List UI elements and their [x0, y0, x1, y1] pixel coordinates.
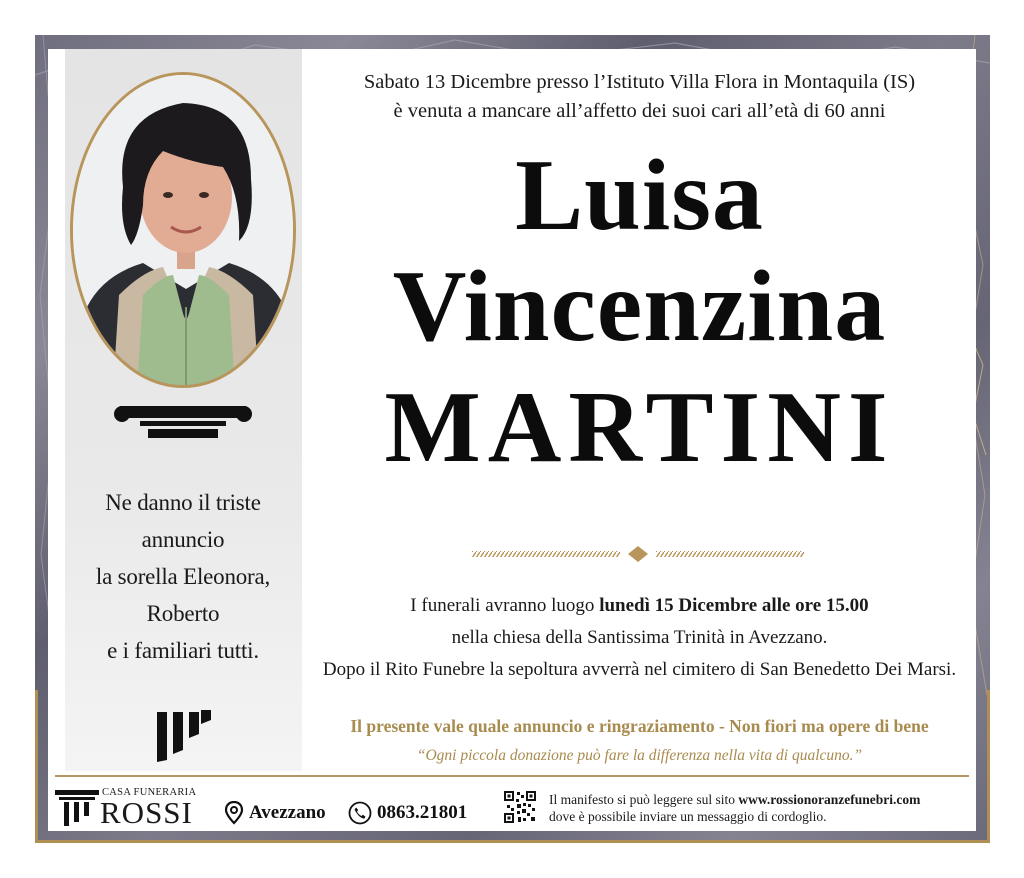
location-text: Avezzano	[249, 802, 326, 823]
announcement-line: Ne danno il triste	[105, 490, 261, 515]
portrait-illustration	[73, 75, 296, 388]
second-name: Vincenzina	[392, 250, 887, 363]
announcement-line: la sorella Eleonora,	[95, 564, 271, 589]
footer-divider	[55, 775, 969, 777]
manifest-line-2: dove è possibile inviare un messaggio di cordoglio.	[549, 809, 827, 824]
donation-quote: “Ogni piccola donazione può fare la differenza nella vita di qualcuno.”	[416, 747, 863, 764]
announcement-line: Roberto	[146, 601, 220, 626]
phone-contact[interactable]	[348, 800, 467, 826]
column-capital-icon	[112, 404, 254, 440]
funeral-details	[312, 590, 967, 686]
funeral-line-3: Dopo il Rito Funebre la sepoltura avverrà nel cimitero di San Benedetto Dei Marsi.	[322, 659, 957, 680]
gold-ornament-divider	[472, 546, 804, 562]
brand-logo	[55, 786, 205, 830]
qr-code-icon[interactable]	[503, 790, 537, 824]
announcement-line: annuncio	[141, 527, 225, 552]
deceased-name	[312, 140, 967, 492]
funeral-line-2: nella chiesa della Santissima Trinità in Avezzano.	[451, 627, 828, 648]
portrait-photo	[70, 72, 296, 388]
announcement-text	[68, 484, 298, 669]
last-name: MARTINI	[384, 371, 895, 484]
column-logo-icon	[55, 788, 99, 828]
phone-number[interactable]: 0863.21801	[377, 802, 468, 823]
thanks-notice: Il presente vale quale annuncio e ringraziamento - Non fiori ma opere di bene	[350, 716, 929, 736]
brand-name: ROSSI	[100, 795, 193, 830]
first-name: Luisa	[515, 139, 764, 252]
funeral-date-time: lunedì 15 Dicembre alle ore 15.00	[599, 595, 869, 616]
manifest-line-1	[549, 791, 920, 808]
location	[224, 800, 326, 826]
manifest-info	[549, 791, 920, 825]
announcement-line: e i familiari tutti.	[107, 638, 259, 663]
intro-line-1: Sabato 13 Dicembre presso l’Istituto Villa Flora in Montaquila (IS)	[363, 71, 916, 93]
manifest-pre: Il manifesto si può leggere sul sito	[549, 792, 739, 807]
intro-text	[312, 68, 967, 126]
funeral-line-1	[312, 590, 967, 622]
brand-subtitle: CASA FUNERARIA	[102, 787, 197, 798]
map-pin-icon	[224, 801, 244, 825]
intro-line-2: è venuta a mancare all’affetto dei suoi cari all’età di 60 anni	[393, 100, 886, 122]
phone-icon	[348, 801, 372, 825]
rossi-logo-mark	[155, 708, 211, 762]
website-link[interactable]: www.rossionoranzefunebri.com	[738, 792, 921, 807]
funeral-line-1-pre: I funerali avranno luogo	[410, 595, 600, 616]
